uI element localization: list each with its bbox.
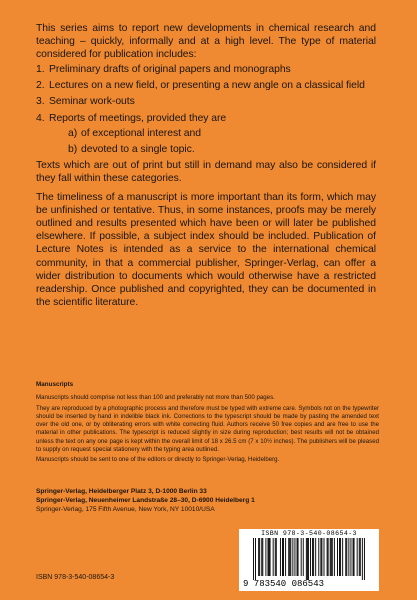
item-text: Reports of meetings, provided they are <box>49 112 227 124</box>
barcode-bar <box>282 538 283 576</box>
barcode-bar <box>360 538 361 576</box>
barcode-bar <box>289 538 290 576</box>
barcode-bar <box>259 538 260 576</box>
address-new-york: Springer-Verlag, 175 Fifth Avenue, New York, NY 10010/USA <box>36 506 215 514</box>
barcode-bar <box>362 538 363 580</box>
barcode-bar <box>276 538 277 576</box>
barcode-bar <box>324 538 325 576</box>
barcode-bar <box>315 538 316 576</box>
item-text: Seminar work-outs <box>49 96 135 108</box>
item-number: 1. <box>36 64 45 76</box>
item-number: 2. <box>36 80 45 92</box>
barcode-bar <box>337 538 338 576</box>
barcode-bar <box>350 538 351 576</box>
barcode-bar <box>321 538 322 576</box>
meeting-conditions-list <box>49 127 376 156</box>
item-text: Preliminary drafts of original papers and monographs <box>49 64 291 76</box>
barcode-bar <box>318 538 319 576</box>
barcode-bar <box>285 538 286 576</box>
barcode-label <box>239 529 379 591</box>
barcode-bar <box>354 538 355 576</box>
barcode-icon <box>253 538 365 580</box>
series-intro: This series aims to report new developments in chemical research and teaching – quickly, informally and at a high level. The type of material considered for publication includes: <box>36 23 376 61</box>
condition-text: of exceptional interest and <box>81 127 201 139</box>
barcode-bar <box>269 538 270 576</box>
barcode-isbn: ISBN 978-3-540-08654-3 <box>261 530 357 537</box>
publisher-addresses <box>36 487 379 515</box>
barcode-bar <box>294 538 295 576</box>
barcode-bar <box>357 538 358 576</box>
barcode-bar <box>310 538 311 576</box>
barcode-bar <box>262 538 263 576</box>
barcode-bar <box>298 538 299 576</box>
barcode-bar <box>312 538 313 576</box>
barcode-bar <box>273 538 274 576</box>
barcode-bar <box>342 538 343 576</box>
barcode-bar <box>280 538 281 576</box>
condition-item <box>68 143 376 156</box>
barcode-bar <box>283 538 284 576</box>
series-description <box>36 22 376 309</box>
barcode-bar <box>265 538 266 576</box>
barcode-bar <box>275 538 276 576</box>
timeliness-paragraph: The timeliness of a manuscript is more important than its form, which may be unfinished or tentative. Thus, in some instances, proofs may be merely outlined and results presented which have been or will later be published elsewhere. If possible, a subject index should be included. Publication of Lecture Notes is intended as a service to the international chemical community, in that a commercial publisher, Springer-Verlag, can offer a wider distribution to documents which would otherwise have a restricted readership. Once published and copyrighted, they can be documented in the scientific literature. <box>36 192 376 308</box>
barcode-bar <box>258 538 259 576</box>
barcode-bar <box>339 538 340 576</box>
material-list <box>36 63 376 156</box>
barcode-bar <box>308 538 309 580</box>
barcode-bar <box>331 538 332 576</box>
item-number: 4. <box>36 112 45 124</box>
manuscripts-submission-paragraph: Manuscripts should be sent to one of the editors or directly to Springer-Verlag, Heidelberg. <box>36 456 280 464</box>
item-number: 3. <box>36 96 45 108</box>
barcode-bar <box>255 538 256 580</box>
barcode-bar <box>346 538 347 576</box>
barcode-bar <box>292 538 293 576</box>
condition-letter: b) <box>68 143 78 155</box>
barcode-bar <box>334 538 335 576</box>
barcode-bar <box>320 538 321 576</box>
barcode-bar <box>301 538 302 576</box>
manuscripts-heading: Manuscripts <box>36 381 74 388</box>
barcode-bar <box>268 538 269 576</box>
barcode-bar <box>359 538 360 576</box>
condition-letter: a) <box>68 127 78 139</box>
barcode-bar <box>290 538 291 576</box>
manuscripts-length-paragraph: Manuscripts should comprise not less than 100 and preferably not more than 500 pages. <box>36 394 275 402</box>
isbn-text: ISBN 978-3-540-08654-3 <box>36 574 115 581</box>
barcode-bar <box>364 538 365 580</box>
barcode-bar <box>340 538 341 576</box>
barcode-bar <box>348 538 349 576</box>
address-berlin: Springer-Verlag, Heidelberger Platz 3, D-1000 Berlin 33 <box>36 488 207 495</box>
barcode-bar <box>261 538 262 576</box>
barcode-bar <box>297 538 298 576</box>
manuscripts-typing-paragraph: They are reproduced by a photographic process and therefore must be typed with extreme care. Symbols not on the typewriter should be inserted by hand in indelible black ink. Corrections to the typescript should be made by pasting the amended text over the old one, or by obliterating errors with white correcting fluid. Authors receive 50 free copies and are free to use the material in other publications. The typescript is reduced slightly in size during reproduction; best results will not be obtained unless the text on any one page is kept within the overall limit of 18 x 26.5 cm (7 x 10½ inches). The publishers will be pleased to supply on request special stationery with the typing area outlined. <box>36 404 379 454</box>
barcode-bar <box>288 538 289 576</box>
barcode-digits: 9 783540 086543 <box>243 579 325 589</box>
barcode-bar <box>332 538 333 576</box>
barcode-bar <box>328 538 329 576</box>
material-item <box>36 95 376 108</box>
manuscripts-section <box>36 381 379 467</box>
address-heidelberg: Springer-Verlag, Neuenheimer Landstraße 28–30, D-6900 Heidelberg 1 <box>36 497 255 505</box>
condition-text: devoted to a single topic. <box>81 143 195 155</box>
barcode-bar <box>353 538 354 576</box>
barcode-bar <box>270 538 271 576</box>
barcode-bar <box>306 538 307 580</box>
material-item <box>36 112 376 156</box>
condition-item <box>68 127 376 140</box>
barcode-bar <box>327 538 328 576</box>
item-text: Lectures on a new field, or presenting a new angle on a classical field <box>49 80 365 92</box>
out-of-print-paragraph: Texts which are out of print but still in demand may also be considered if they fall within these categories. <box>36 159 376 184</box>
barcode-bar <box>303 538 304 576</box>
barcode-bar <box>330 538 331 576</box>
barcode-bar <box>345 538 346 576</box>
barcode-bar <box>313 538 314 576</box>
material-item <box>36 63 376 76</box>
barcode-bar <box>253 538 254 580</box>
material-item <box>36 79 376 92</box>
barcode-bar <box>307 538 308 580</box>
